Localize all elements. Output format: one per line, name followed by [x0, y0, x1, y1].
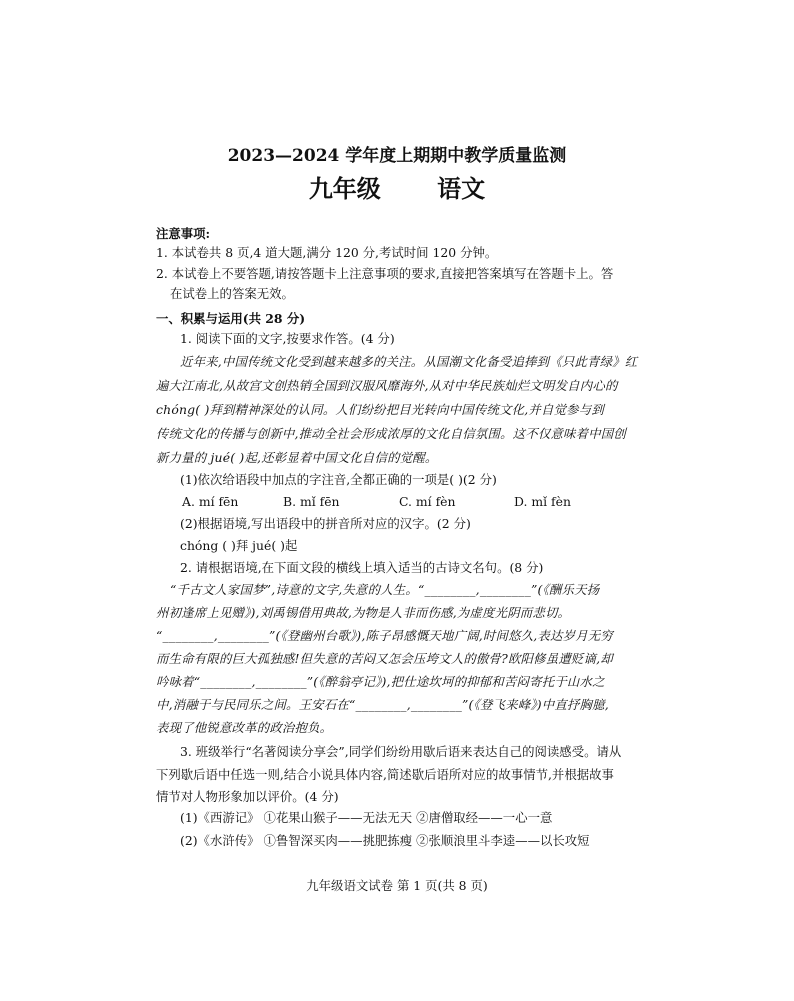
q2-passage-line: “________,________”(《登幽州台歌》),陈子昂感慨天地广阔,时间悠久,表达岁月无穷: [156, 628, 613, 643]
q1-option-d: D. mǐ fèn: [514, 494, 571, 509]
q3-prompt-line: 3. 班级举行“名著阅读分享会”,同学们纷纷用歇后语来表达自己的阅读感受。请从: [180, 744, 622, 759]
subject-label: 语文: [437, 174, 486, 203]
q3-item-2: (2)《水浒传》 ①鲁智深买肉——挑肥拣瘦 ②张顺浪里斗李逵——以长攻短: [180, 833, 590, 848]
q2-passage-line: “千古文人家国梦”,诗意的文字,失意的人生。“________,________”(《酬乐天扬: [170, 582, 600, 597]
notes-heading: 注意事项:: [156, 226, 211, 241]
q2-passage-line: 表现了他锐意改革的政治抱负。: [156, 720, 333, 735]
q1-option-b: B. mǐ fēn: [283, 494, 340, 509]
notes-item-2-cont: 在试卷上的答案无效。: [170, 286, 294, 301]
q1-prompt: 1. 阅读下面的文字,按要求作答。(4 分): [180, 331, 395, 346]
page-footer: 九年级语文试卷 第 1 页(共 8 页): [306, 878, 488, 893]
q1-passage-line: 遍大江南北,从故宫文创热销全国到汉服风靡海外,从对中华民族灿烂文明发自内心的: [156, 378, 618, 393]
q2-passage-line: 而生命有限的巨大孤独感!但失意的苦闷又怎会压垮文人的傲骨?欧阳修虽遭贬谪,却: [156, 651, 613, 666]
q2-passage-line: 州初逢席上见赠》),刘禹锡借用典故,为物是人非而伤感,为虚度光阴而悲切。: [156, 605, 571, 620]
q1-option-a: A. mí fēn: [182, 494, 239, 509]
section-heading: 一、积累与运用(共 28 分): [156, 311, 306, 326]
q1-sub1: (1)依次给语段中加点的字注音,全都正确的一项是( )(2 分): [180, 472, 497, 487]
q2-passage-line: 吟咏着“________,________”(《醉翁亭记》),把仕途坎坷的抑郁和苦闷寄托于山水之: [156, 674, 605, 689]
notes-item-1: 1. 本试卷共 8 页,4 道大题,满分 120 分,考试时间 120 分钟。: [156, 245, 498, 260]
grade-label: 九年级: [308, 174, 381, 203]
q1-passage-line: chóng( )拜到精神深处的认同。人们纷纷把目光转向中国传统文化,并自觉参与到: [156, 402, 604, 417]
q1-blanks: chóng ( )拜 jué( )起: [180, 538, 298, 553]
notes-item-2: 2. 本试卷上不要答题,请按答题卡上注意事项的要求,直接把答案填写在答题卡上。答: [156, 266, 614, 281]
q3-item-1: (1)《西游记》 ①花果山猴子——无法无天 ②唐僧取经——一心一意: [180, 810, 553, 825]
q1-passage-line: 传统文化的传播与创新中,推动全社会形成浓厚的文化自信氛围。这不仅意味着中国创: [156, 426, 626, 441]
grade-subject-heading: [0, 174, 794, 204]
q2-prompt: 2. 请根据语境,在下面文段的横线上填入适当的古诗文名句。(8 分): [180, 560, 544, 575]
exam-title: 2023—2024 学年度上期期中教学质量监测: [227, 146, 567, 166]
q3-prompt-line: 情节对人物形象加以评价。(4 分): [156, 789, 339, 804]
q1-passage-line: 近年来,中国传统文化受到越来越多的关注。从国潮文化备受追捧到《只此青绿》红: [180, 354, 638, 369]
q1-passage-line: 新力量的 jué( )起,还彰显着中国文化自信的觉醒。: [156, 450, 438, 465]
q2-passage-line: 中,消融于与民同乐之间。王安石在“________,________”(《登飞来峰》)中直抒胸臆,: [156, 697, 609, 712]
q3-prompt-line: 下列歇后语中任选一则,结合小说具体内容,简述歇后语所对应的故事情节,并根据故事: [156, 767, 614, 782]
q1-option-c: C. mí fèn: [399, 494, 456, 509]
q1-sub2: (2)根据语境,写出语段中的拼音所对应的汉字。(2 分): [180, 516, 471, 531]
